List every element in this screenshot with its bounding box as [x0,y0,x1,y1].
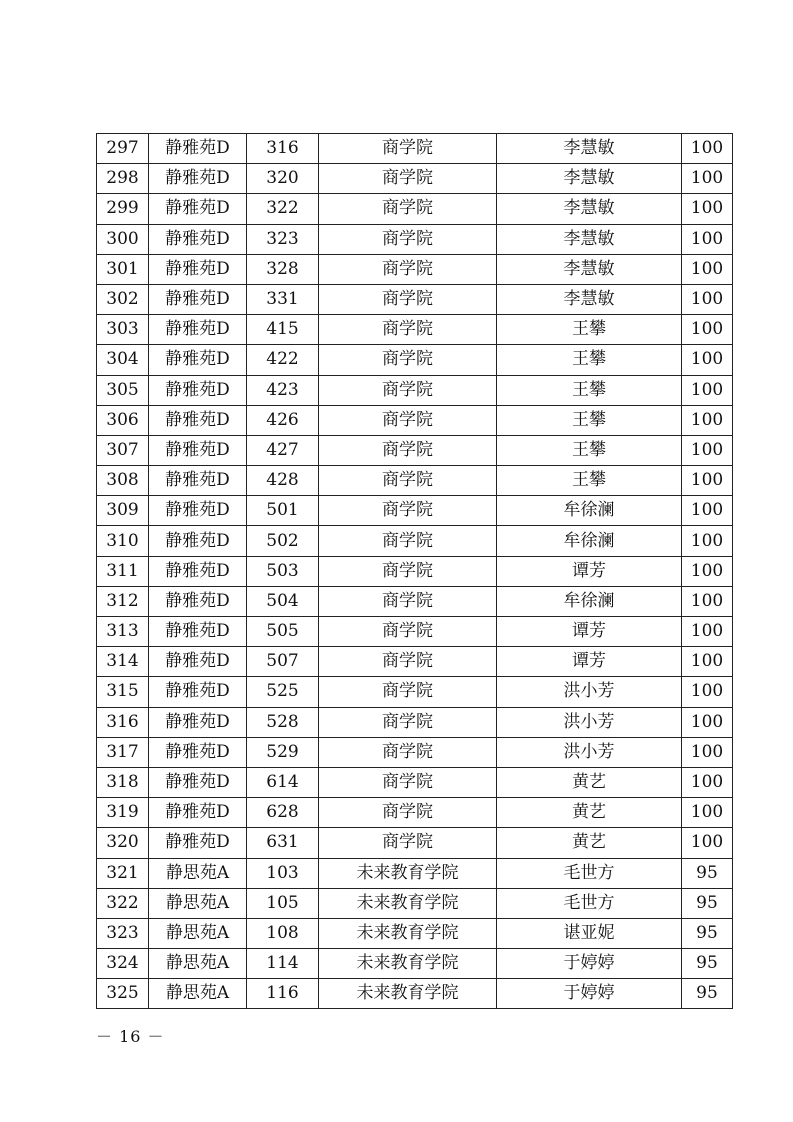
score-cell: 100 [682,315,733,345]
score-cell: 100 [682,284,733,314]
row-number-cell: 307 [97,435,149,465]
score-cell: 100 [682,647,733,677]
college-cell: 商学院 [319,767,497,797]
building-cell: 静雅苑D [149,134,247,164]
room-number-cell: 415 [247,315,319,345]
counselor-cell: 王攀 [497,315,682,345]
building-cell: 静雅苑D [149,647,247,677]
counselor-cell: 毛世方 [497,858,682,888]
room-number-cell: 427 [247,435,319,465]
college-cell: 商学院 [319,737,497,767]
score-cell: 95 [682,888,733,918]
building-cell: 静雅苑D [149,828,247,858]
college-cell: 商学院 [319,315,497,345]
table-row [97,586,733,616]
counselor-cell: 黄艺 [497,798,682,828]
counselor-cell: 谌亚妮 [497,918,682,948]
table-row [97,224,733,254]
building-cell: 静雅苑D [149,315,247,345]
table-row [97,284,733,314]
table-row [97,979,733,1009]
room-number-cell: 105 [247,888,319,918]
row-number-cell: 301 [97,254,149,284]
table-body [97,134,733,1009]
page-number: － 16 － [96,1027,165,1046]
row-number-cell: 304 [97,345,149,375]
table-row [97,707,733,737]
college-cell: 商学院 [319,435,497,465]
counselor-cell: 李慧敏 [497,254,682,284]
table-row [97,798,733,828]
building-cell: 静雅苑D [149,345,247,375]
college-cell: 未来教育学院 [319,918,497,948]
score-cell: 100 [682,134,733,164]
room-number-cell: 103 [247,858,319,888]
score-cell: 100 [682,617,733,647]
counselor-cell: 谭芳 [497,556,682,586]
table-row [97,254,733,284]
score-cell: 95 [682,949,733,979]
score-cell: 100 [682,224,733,254]
row-number-cell: 306 [97,405,149,435]
table-row [97,888,733,918]
counselor-cell: 李慧敏 [497,284,682,314]
counselor-cell: 牟徐澜 [497,496,682,526]
counselor-cell: 黄艺 [497,828,682,858]
row-number-cell: 317 [97,737,149,767]
row-number-cell: 302 [97,284,149,314]
row-number-cell: 321 [97,858,149,888]
college-cell: 商学院 [319,526,497,556]
table-row [97,435,733,465]
building-cell: 静思苑A [149,858,247,888]
room-number-cell: 423 [247,375,319,405]
table-row [97,194,733,224]
college-cell: 商学院 [319,375,497,405]
counselor-cell: 李慧敏 [497,164,682,194]
row-number-cell: 303 [97,315,149,345]
table-row [97,647,733,677]
college-cell: 商学院 [319,466,497,496]
row-number-cell: 319 [97,798,149,828]
room-number-cell: 501 [247,496,319,526]
row-number-cell: 313 [97,617,149,647]
room-number-cell: 426 [247,405,319,435]
counselor-cell: 于婷婷 [497,979,682,1009]
building-cell: 静雅苑D [149,405,247,435]
table-row [97,556,733,586]
table-row [97,828,733,858]
building-cell: 静雅苑D [149,194,247,224]
table-row [97,345,733,375]
score-cell: 100 [682,798,733,828]
counselor-cell: 王攀 [497,345,682,375]
row-number-cell: 309 [97,496,149,526]
room-number-cell: 503 [247,556,319,586]
row-number-cell: 324 [97,949,149,979]
room-number-cell: 316 [247,134,319,164]
table-row [97,134,733,164]
college-cell: 商学院 [319,677,497,707]
college-cell: 商学院 [319,556,497,586]
room-number-cell: 328 [247,254,319,284]
score-cell: 100 [682,405,733,435]
table-row [97,737,733,767]
dormitory-score-table [96,133,733,1009]
counselor-cell: 王攀 [497,375,682,405]
score-cell: 100 [682,556,733,586]
score-cell: 100 [682,677,733,707]
table-row [97,496,733,526]
counselor-cell: 谭芳 [497,617,682,647]
counselor-cell: 李慧敏 [497,224,682,254]
college-cell: 商学院 [319,828,497,858]
table-row [97,677,733,707]
building-cell: 静思苑A [149,918,247,948]
row-number-cell: 308 [97,466,149,496]
room-number-cell: 114 [247,949,319,979]
college-cell: 商学院 [319,164,497,194]
college-cell: 商学院 [319,798,497,828]
college-cell: 商学院 [319,345,497,375]
building-cell: 静思苑A [149,888,247,918]
row-number-cell: 314 [97,647,149,677]
table-row [97,466,733,496]
score-cell: 100 [682,586,733,616]
counselor-cell: 王攀 [497,466,682,496]
counselor-cell: 牟徐澜 [497,526,682,556]
table-row [97,858,733,888]
building-cell: 静雅苑D [149,737,247,767]
score-cell: 100 [682,345,733,375]
score-cell: 100 [682,737,733,767]
college-cell: 商学院 [319,647,497,677]
room-number-cell: 323 [247,224,319,254]
counselor-cell: 毛世方 [497,888,682,918]
building-cell: 静雅苑D [149,254,247,284]
row-number-cell: 297 [97,134,149,164]
college-cell: 未来教育学院 [319,858,497,888]
counselor-cell: 王攀 [497,435,682,465]
room-number-cell: 331 [247,284,319,314]
building-cell: 静思苑A [149,949,247,979]
college-cell: 商学院 [319,617,497,647]
room-number-cell: 631 [247,828,319,858]
score-cell: 100 [682,194,733,224]
building-cell: 静雅苑D [149,466,247,496]
college-cell: 商学院 [319,284,497,314]
building-cell: 静雅苑D [149,224,247,254]
row-number-cell: 325 [97,979,149,1009]
score-cell: 100 [682,435,733,465]
score-cell: 95 [682,858,733,888]
room-number-cell: 320 [247,164,319,194]
building-cell: 静雅苑D [149,556,247,586]
room-number-cell: 108 [247,918,319,948]
room-number-cell: 505 [247,617,319,647]
counselor-cell: 洪小芳 [497,677,682,707]
row-number-cell: 310 [97,526,149,556]
row-number-cell: 318 [97,767,149,797]
table-row [97,526,733,556]
college-cell: 商学院 [319,224,497,254]
college-cell: 商学院 [319,134,497,164]
college-cell: 商学院 [319,194,497,224]
table-row [97,164,733,194]
college-cell: 商学院 [319,496,497,526]
room-number-cell: 504 [247,586,319,616]
college-cell: 商学院 [319,707,497,737]
row-number-cell: 323 [97,918,149,948]
score-cell: 100 [682,375,733,405]
room-number-cell: 322 [247,194,319,224]
score-cell: 100 [682,466,733,496]
table-row [97,949,733,979]
building-cell: 静雅苑D [149,435,247,465]
row-number-cell: 312 [97,586,149,616]
room-number-cell: 529 [247,737,319,767]
counselor-cell: 李慧敏 [497,194,682,224]
row-number-cell: 320 [97,828,149,858]
score-cell: 100 [682,164,733,194]
building-cell: 静雅苑D [149,767,247,797]
counselor-cell: 谭芳 [497,647,682,677]
college-cell: 未来教育学院 [319,888,497,918]
building-cell: 静雅苑D [149,798,247,828]
building-cell: 静雅苑D [149,375,247,405]
row-number-cell: 322 [97,888,149,918]
room-number-cell: 507 [247,647,319,677]
table-row [97,315,733,345]
room-number-cell: 428 [247,466,319,496]
building-cell: 静雅苑D [149,617,247,647]
row-number-cell: 299 [97,194,149,224]
counselor-cell: 洪小芳 [497,707,682,737]
room-number-cell: 502 [247,526,319,556]
row-number-cell: 311 [97,556,149,586]
table-row [97,405,733,435]
college-cell: 商学院 [319,254,497,284]
college-cell: 未来教育学院 [319,979,497,1009]
college-cell: 商学院 [319,405,497,435]
row-number-cell: 298 [97,164,149,194]
college-cell: 商学院 [319,586,497,616]
counselor-cell: 于婷婷 [497,949,682,979]
table-row [97,617,733,647]
score-cell: 100 [682,828,733,858]
room-number-cell: 614 [247,767,319,797]
building-cell: 静雅苑D [149,586,247,616]
row-number-cell: 315 [97,677,149,707]
row-number-cell: 300 [97,224,149,254]
row-number-cell: 316 [97,707,149,737]
room-number-cell: 422 [247,345,319,375]
room-number-cell: 525 [247,677,319,707]
building-cell: 静雅苑D [149,526,247,556]
score-cell: 100 [682,496,733,526]
counselor-cell: 王攀 [497,405,682,435]
counselor-cell: 黄艺 [497,767,682,797]
score-cell: 100 [682,526,733,556]
building-cell: 静雅苑D [149,284,247,314]
score-cell: 95 [682,918,733,948]
building-cell: 静思苑A [149,979,247,1009]
table-row [97,767,733,797]
score-cell: 100 [682,767,733,797]
building-cell: 静雅苑D [149,677,247,707]
building-cell: 静雅苑D [149,496,247,526]
counselor-cell: 牟徐澜 [497,586,682,616]
room-number-cell: 116 [247,979,319,1009]
room-number-cell: 628 [247,798,319,828]
score-cell: 95 [682,979,733,1009]
table-row [97,918,733,948]
score-cell: 100 [682,707,733,737]
row-number-cell: 305 [97,375,149,405]
college-cell: 未来教育学院 [319,949,497,979]
counselor-cell: 李慧敏 [497,134,682,164]
room-number-cell: 528 [247,707,319,737]
building-cell: 静雅苑D [149,707,247,737]
score-cell: 100 [682,254,733,284]
table-row [97,375,733,405]
counselor-cell: 洪小芳 [497,737,682,767]
building-cell: 静雅苑D [149,164,247,194]
